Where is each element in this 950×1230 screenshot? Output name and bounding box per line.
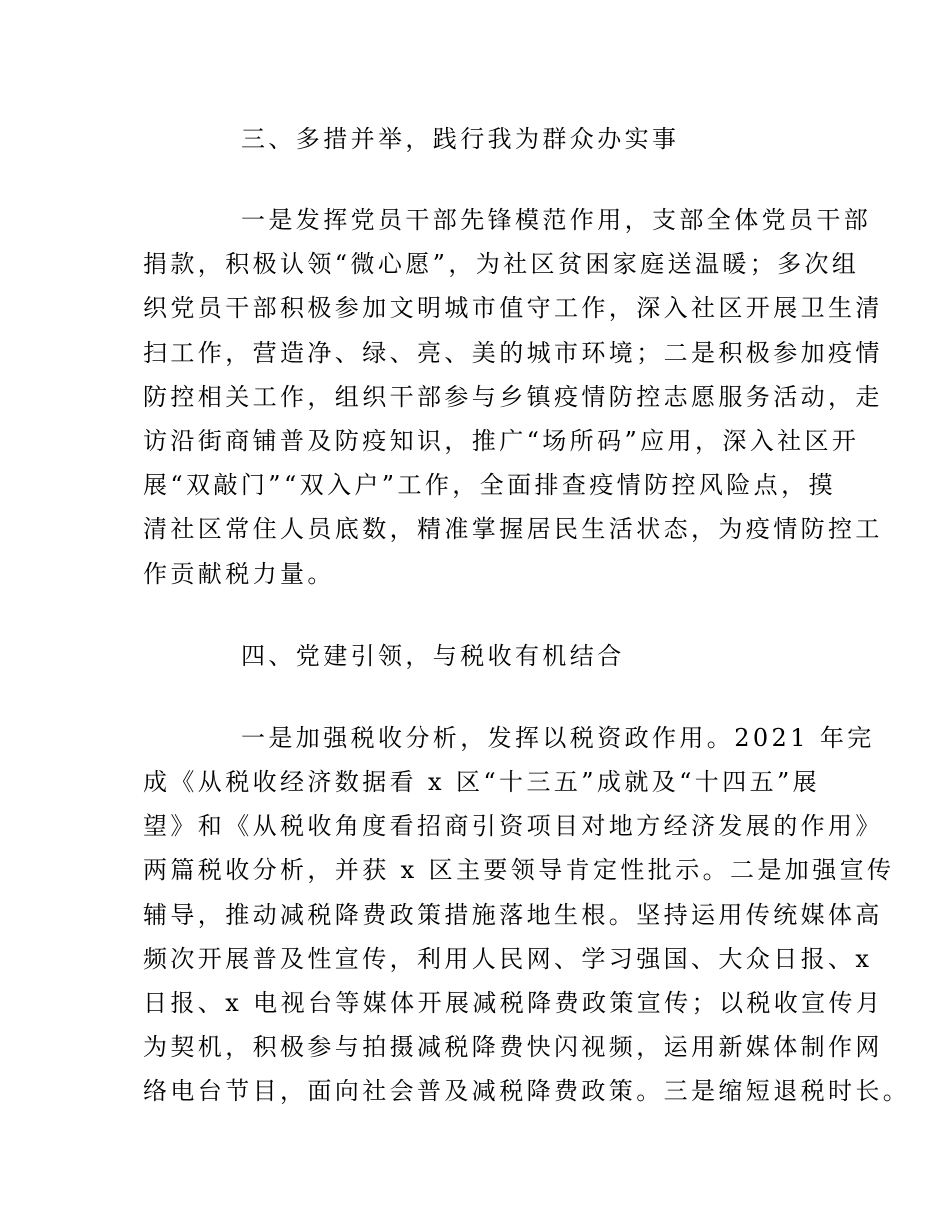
section-paragraph-4 [143,716,911,1114]
paragraph-line: 捐款，积极认领“微心愿”，为社区贫困家庭送温暖；多次组 [143,250,860,279]
document-body [143,118,911,1114]
section-heading-3: 三、多措并举，践行我为群众办实事 [241,125,680,153]
paragraph-line: 扫工作，营造净、绿、亮、美的城市环境；二是积极参加疫情 [143,338,883,367]
paragraph-line: 清社区常住人员底数，精准掌握居民生活状态，为疫情防控工 [143,515,883,544]
paragraph-line: 成《从税收经济数据看 x 区“十三五”成就及“十四五”展 [143,768,821,797]
paragraph-line: 一是加强税收分析，发挥以税资政作用。2021 年完 [241,723,875,752]
paragraph-line: 络电台节目，面向社会普及减税降费政策。三是缩短退税时长。 [143,1077,911,1106]
section-heading-4: 四、党建引领，与税收有机结合 [241,641,625,670]
section-paragraph-3 [143,198,883,596]
paragraph-line: 作贡献税力量。 [143,559,335,588]
paragraph-line: 织党员干部积极参加文明城市值守工作，深入社区开展卫生清 [143,294,883,323]
paragraph-line: 望》和《从税收角度看招商引资项目对地方经济发展的作用》 [143,812,883,841]
paragraph-line: 访沿街商铺普及防疫知识，推广“场所码”应用，深入社区开 [143,427,860,456]
paragraph-line: 为契机，积极参与拍摄减税降费快闪视频，运用新媒体制作网 [143,1033,883,1062]
paragraph-line: 辅导，推动减税降费政策措施落地生根。坚持运用传统媒体高 [143,900,883,929]
paragraph-line: 防控相关工作，组织干部参与乡镇疫情防控志愿服务活动，走 [143,382,883,411]
paragraph-line: 一是发挥党员干部先锋模范作用，支部全体党员干部 [241,206,872,234]
paragraph-line: 频次开展普及性宣传，利用人民网、学习强国、大众日报、x [143,944,873,973]
paragraph-line: 两篇税收分析，并获 x 区主要领导肯定性批示。二是加强宣传 [143,856,895,885]
paragraph-line: 日报、x 电视台等媒体开展减税降费政策宣传；以税收宣传月 [143,989,884,1018]
paragraph-line: 展“双敲门”“双入户”工作，全面排查疫情防控风险点，摸 [143,471,836,500]
